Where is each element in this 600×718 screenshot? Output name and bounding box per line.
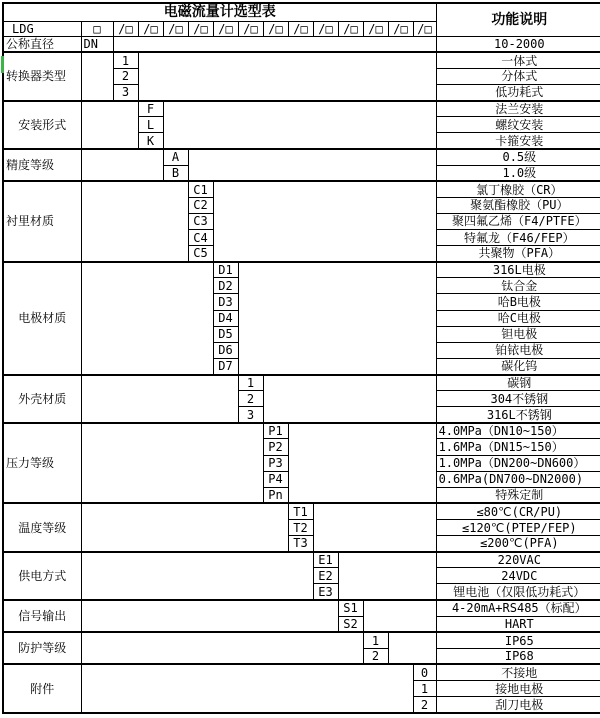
category-label: 信号输出	[3, 600, 81, 632]
code-box-icon: /□	[113, 21, 138, 36]
desc-cell: 不接地	[436, 664, 600, 680]
code-box-icon: /□	[213, 21, 238, 36]
desc-cell: 接地电极	[436, 681, 600, 697]
desc-cell: 钽电极	[436, 326, 600, 342]
desc-cell: 螺纹安装	[436, 117, 600, 133]
desc-cell: 220VAC	[436, 552, 600, 568]
code-box-icon: /□	[363, 21, 388, 36]
model-prefix: LDG	[3, 21, 81, 36]
desc-cell: 一体式	[436, 52, 600, 68]
code-cell: T2	[288, 520, 313, 536]
code-cell: D2	[213, 278, 238, 294]
empty-cell	[163, 101, 436, 149]
desc-cell: IP65	[436, 632, 600, 648]
category-label: 衬里材质	[3, 181, 81, 262]
code-cell: P1	[263, 423, 288, 439]
code-cell: D6	[213, 342, 238, 358]
code-box-icon: /□	[413, 21, 436, 36]
desc-cell: 锂电池（仅限低功耗式）	[436, 584, 600, 600]
code-box-icon: □	[81, 21, 113, 36]
desc-cell: ≤80℃(CR/PU)	[436, 503, 600, 519]
desc-cell: 氯丁橡胶（CR）	[436, 181, 600, 197]
empty-cell	[81, 632, 363, 664]
empty-cell	[388, 632, 436, 664]
desc-cell: 0.5级	[436, 149, 600, 165]
desc-cell: 法兰安装	[436, 101, 600, 117]
empty-cell	[81, 101, 138, 149]
code-cell: 3	[113, 85, 138, 101]
code-cell: P2	[263, 439, 288, 455]
code-cell: L	[138, 117, 163, 133]
desc-cell: 铂铱电极	[436, 342, 600, 358]
empty-cell	[81, 375, 238, 423]
category-label: 压力等级	[3, 423, 81, 504]
desc-cell: 刮刀电极	[436, 697, 600, 713]
table-row	[3, 600, 600, 616]
desc-cell: 1.6MPa（DN15~150）	[436, 439, 600, 455]
desc-cell: 1.0MPa（DN200~DN600）	[436, 455, 600, 471]
code-cell: 0	[413, 664, 436, 680]
desc-cell: 钛合金	[436, 278, 600, 294]
category-label: 附件	[3, 664, 81, 713]
desc-cell: 4-20mA+RS485（标配）	[436, 600, 600, 616]
code-box-icon: /□	[238, 21, 263, 36]
table-row	[3, 3, 600, 21]
desc-cell: HART	[436, 616, 600, 632]
code-cell: D5	[213, 326, 238, 342]
desc-cell: ≤120℃(PTEP/FEP)	[436, 520, 600, 536]
desc-cell: 分体式	[436, 68, 600, 84]
empty-cell	[188, 149, 436, 181]
category-label: 外壳材质	[3, 375, 81, 423]
code-cell: P3	[263, 455, 288, 471]
desc-cell: 聚氨酯橡胶（PU）	[436, 197, 600, 213]
code-cell: Pn	[263, 487, 288, 503]
code-box-icon: /□	[163, 21, 188, 36]
empty-cell	[81, 262, 213, 375]
empty-cell	[81, 664, 413, 713]
empty-cell	[213, 181, 436, 262]
desc-cell: 0.6MPa(DN700~DN2000)	[436, 471, 600, 487]
table-row	[3, 101, 600, 117]
code-cell: 1	[363, 632, 388, 648]
code-cell: P4	[263, 471, 288, 487]
code-cell: 2	[113, 68, 138, 84]
table-row	[3, 181, 600, 197]
table-row	[3, 632, 600, 648]
desc-cell: 316L电极	[436, 262, 600, 278]
category-label: 防护等级	[3, 632, 81, 664]
category-label: 转换器类型	[3, 52, 81, 100]
category-label: 电极材质	[3, 262, 81, 375]
code-cell: D4	[213, 310, 238, 326]
desc-cell: 特氟龙（F46/FEP）	[436, 230, 600, 246]
code-cell: F	[138, 101, 163, 117]
code-box-icon: /□	[138, 21, 163, 36]
desc-cell: IP68	[436, 648, 600, 664]
selection-table	[2, 2, 600, 714]
category-label: 温度等级	[3, 503, 81, 551]
category-label: 精度等级	[3, 149, 81, 181]
code-cell: 1	[113, 52, 138, 68]
table-row	[3, 52, 600, 68]
category-label: 供电方式	[3, 552, 81, 600]
desc-cell: 24VDC	[436, 568, 600, 584]
code-cell: T3	[288, 536, 313, 552]
code-cell: E1	[313, 552, 338, 568]
code-cell: E2	[313, 568, 338, 584]
empty-cell	[81, 423, 263, 504]
desc-cell: 聚四氟乙烯（F4/PTFE）	[436, 213, 600, 229]
code-cell: S1	[338, 600, 363, 616]
category-label: 公称直径	[3, 36, 81, 52]
table-title: 电磁流量计选型表	[3, 3, 436, 21]
empty-cell	[313, 503, 436, 551]
empty-cell	[81, 552, 313, 600]
code-cell: 2	[238, 391, 263, 407]
desc-cell: 4.0MPa（DN10~150）	[436, 423, 600, 439]
table-row	[3, 36, 600, 52]
empty-cell	[263, 375, 436, 423]
code-box-icon: /□	[338, 21, 363, 36]
desc-cell: 卡箍安装	[436, 133, 600, 149]
code-cell: 2	[363, 648, 388, 664]
empty-cell	[81, 181, 188, 262]
empty-cell	[238, 262, 436, 375]
table-row	[3, 552, 600, 568]
code-cell: C5	[188, 246, 213, 262]
empty-cell	[338, 552, 436, 600]
empty-cell	[81, 52, 113, 100]
code-cell: E3	[313, 584, 338, 600]
empty-cell	[81, 503, 288, 551]
green-edge-artifact	[1, 56, 4, 73]
code-box-icon: /□	[288, 21, 313, 36]
desc-cell: 碳钢	[436, 375, 600, 391]
code-cell: D1	[213, 262, 238, 278]
code-cell: S2	[338, 616, 363, 632]
table-row	[3, 149, 600, 165]
code-cell: 1	[413, 681, 436, 697]
empty-cell	[81, 149, 163, 181]
code-cell: C3	[188, 213, 213, 229]
code-cell: 3	[238, 407, 263, 423]
code-cell: 1	[238, 375, 263, 391]
code-cell: A	[163, 149, 188, 165]
empty-cell	[288, 423, 436, 504]
desc-cell: 哈C电极	[436, 310, 600, 326]
empty-cell	[138, 52, 436, 100]
code-box-icon: /□	[388, 21, 413, 36]
empty-cell	[113, 36, 436, 52]
code-cell: 2	[413, 697, 436, 713]
code-cell: DN	[81, 36, 113, 52]
desc-cell: 1.0级	[436, 165, 600, 181]
table-row	[3, 664, 600, 680]
desc-cell: 哈B电极	[436, 294, 600, 310]
desc-cell: 304不锈钢	[436, 391, 600, 407]
desc-cell: 10-2000	[436, 36, 600, 52]
code-cell: K	[138, 133, 163, 149]
empty-cell	[81, 600, 338, 632]
code-cell: D7	[213, 358, 238, 374]
desc-cell: 特殊定制	[436, 487, 600, 503]
desc-cell: 316L不锈钢	[436, 407, 600, 423]
table-row	[3, 262, 600, 278]
table-row	[3, 375, 600, 391]
code-box-icon: /□	[263, 21, 288, 36]
function-column-header: 功能说明	[436, 3, 600, 36]
code-cell: T1	[288, 503, 313, 519]
desc-cell: ≤200℃(PFA)	[436, 536, 600, 552]
code-cell: C1	[188, 181, 213, 197]
code-cell: D3	[213, 294, 238, 310]
code-box-icon: /□	[188, 21, 213, 36]
code-cell: C2	[188, 197, 213, 213]
empty-cell	[363, 600, 436, 632]
desc-cell: 碳化钨	[436, 358, 600, 374]
code-cell: C4	[188, 230, 213, 246]
desc-cell: 共聚物（PFA）	[436, 246, 600, 262]
code-cell: B	[163, 165, 188, 181]
table-row	[3, 423, 600, 439]
table-row	[3, 503, 600, 519]
desc-cell: 低功耗式	[436, 85, 600, 101]
code-box-icon: /□	[313, 21, 338, 36]
category-label: 安装形式	[3, 101, 81, 149]
